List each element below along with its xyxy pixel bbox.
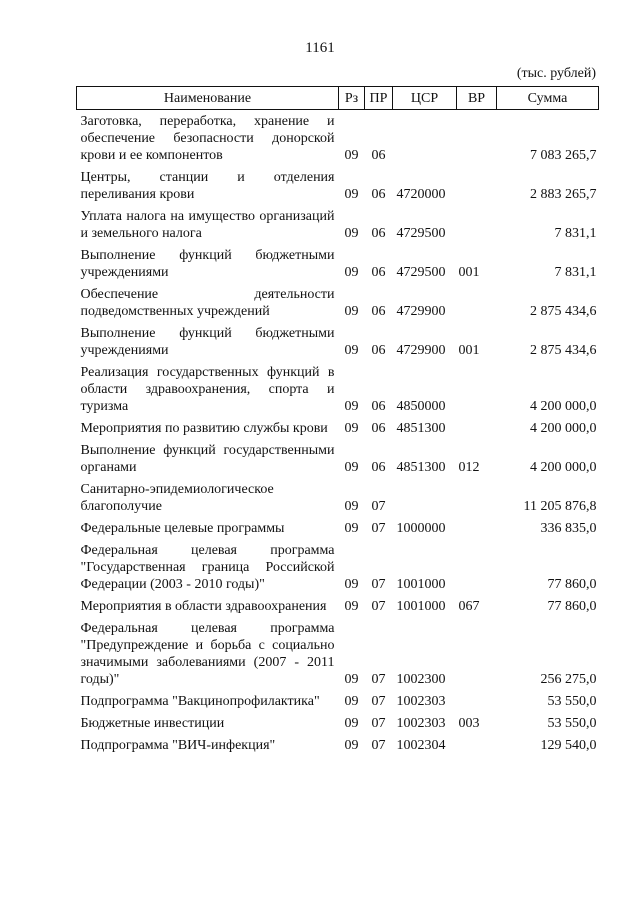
cell-sum: 53 550,0 <box>547 694 597 709</box>
cell-rz: 09 <box>344 599 359 614</box>
cell-rz: 09 <box>344 226 359 241</box>
table-row <box>77 322 599 361</box>
cell-vr: 001 <box>458 265 480 280</box>
cell-vr <box>457 205 497 244</box>
table-row <box>77 478 599 517</box>
cell-name: Выполнение функций бюджетными учреждениями <box>80 326 335 358</box>
table-row <box>77 517 599 539</box>
cell-name: Мероприятия по развитию службы крови <box>80 421 328 436</box>
header-csr: ЦСР <box>393 87 457 110</box>
cell-pr: 06 <box>371 148 386 163</box>
cell-pr: 07 <box>371 499 386 514</box>
cell-rz: 09 <box>344 738 359 753</box>
cell-rz: 09 <box>344 343 359 358</box>
cell-name: Подпрограмма "Вакцинопрофилактика" <box>80 694 320 709</box>
cell-pr: 06 <box>371 399 386 414</box>
cell-name: Центры, станции и отделения переливания крови <box>80 170 335 202</box>
cell-vr <box>457 361 497 417</box>
cell-csr: 1002303 <box>396 716 446 731</box>
cell-sum: 4 200 000,0 <box>530 399 597 414</box>
cell-sum: 336 835,0 <box>540 521 597 536</box>
cell-name: Федеральная целевая программа "Предупреждение и борьба с социально значимыми заболеваниями (2007 - 2011 годы)" <box>80 621 335 687</box>
cell-pr: 07 <box>371 577 386 592</box>
cell-sum: 53 550,0 <box>547 716 597 731</box>
cell-sum: 7 831,1 <box>554 226 597 241</box>
table-row <box>77 690 599 712</box>
cell-vr <box>457 166 497 205</box>
cell-name: Заготовка, переработка, хранение и обеспечение безопасности донорской крови и ее компонентов <box>80 114 335 163</box>
cell-vr <box>457 478 497 517</box>
cell-rz: 09 <box>344 460 359 475</box>
cell-csr: 4850000 <box>396 399 446 414</box>
table-header-row <box>77 87 599 110</box>
cell-sum: 256 275,0 <box>540 672 597 687</box>
cell-sum: 7 831,1 <box>554 265 597 280</box>
cell-name: Выполнение функций бюджетными учреждениями <box>80 248 335 280</box>
table-row <box>77 361 599 417</box>
table-row <box>77 617 599 690</box>
cell-vr: 012 <box>458 460 480 475</box>
cell-csr: 1002304 <box>396 738 446 753</box>
cell-name: Бюджетные инвестиции <box>80 716 225 731</box>
cell-pr: 06 <box>371 460 386 475</box>
cell-pr: 07 <box>371 716 386 731</box>
cell-sum: 11 205 876,8 <box>523 499 597 514</box>
cell-rz: 09 <box>344 521 359 536</box>
cell-vr <box>457 417 497 439</box>
table-row <box>77 283 599 322</box>
cell-sum: 129 540,0 <box>540 738 597 753</box>
cell-rz: 09 <box>344 716 359 731</box>
cell-pr: 06 <box>371 304 386 319</box>
cell-name: Федеральная целевая программа "Государственная граница Российской Федерации (2003 - 2010 годы)" <box>80 543 335 592</box>
table-row <box>77 595 599 617</box>
cell-rz: 09 <box>344 148 359 163</box>
cell-sum: 7 083 265,7 <box>530 148 597 163</box>
cell-csr: 4729900 <box>396 304 446 319</box>
units-label: (тыс. рублей) <box>516 66 596 81</box>
cell-sum: 77 860,0 <box>547 577 597 592</box>
cell-csr: 1001000 <box>396 599 446 614</box>
table-row <box>77 205 599 244</box>
cell-pr: 06 <box>371 421 386 436</box>
header-sum: Сумма <box>497 87 599 110</box>
cell-pr: 06 <box>371 226 386 241</box>
cell-sum: 2 875 434,6 <box>530 343 597 358</box>
cell-pr: 06 <box>371 187 386 202</box>
cell-pr: 07 <box>371 599 386 614</box>
cell-sum: 2 883 265,7 <box>530 187 597 202</box>
cell-csr: 4851300 <box>396 460 446 475</box>
cell-csr: 4851300 <box>396 421 446 436</box>
cell-sum: 2 875 434,6 <box>530 304 597 319</box>
page-number: 1161 <box>305 40 335 56</box>
table-row <box>77 166 599 205</box>
cell-name: Выполнение функций государственными органами <box>80 443 335 475</box>
cell-csr: 1000000 <box>396 521 446 536</box>
cell-pr: 07 <box>371 694 386 709</box>
cell-rz: 09 <box>344 421 359 436</box>
cell-name: Реализация государственных функций в области здравоохранения, спорта и туризма <box>80 365 335 414</box>
cell-csr: 4720000 <box>396 187 446 202</box>
cell-sum: 77 860,0 <box>547 599 597 614</box>
cell-csr: 1002303 <box>396 694 446 709</box>
cell-rz: 09 <box>344 577 359 592</box>
cell-csr <box>393 478 457 517</box>
cell-rz: 09 <box>344 265 359 280</box>
cell-vr <box>457 690 497 712</box>
cell-rz: 09 <box>344 672 359 687</box>
cell-vr <box>457 110 497 167</box>
cell-name: Санитарно-эпидемиологическое благополучие <box>80 482 274 514</box>
header-rz: Рз <box>339 87 365 110</box>
header-pr: ПР <box>365 87 393 110</box>
table-row <box>77 417 599 439</box>
cell-vr <box>457 539 497 595</box>
cell-sum: 4 200 000,0 <box>530 421 597 436</box>
cell-name: Мероприятия в области здравоохранения <box>80 599 327 614</box>
cell-name: Федеральные целевые программы <box>80 521 285 536</box>
cell-csr: 1002300 <box>396 672 446 687</box>
cell-pr: 07 <box>371 672 386 687</box>
cell-vr: 003 <box>458 716 480 731</box>
cell-pr: 07 <box>371 521 386 536</box>
cell-vr <box>457 734 497 756</box>
cell-csr: 4729500 <box>396 265 446 280</box>
table-row <box>77 712 599 734</box>
cell-rz: 09 <box>344 499 359 514</box>
budget-table <box>76 86 599 756</box>
header-vr: ВР <box>457 87 497 110</box>
cell-vr <box>457 617 497 690</box>
cell-csr <box>393 110 457 167</box>
cell-name: Обеспечение деятельности подведомственных учреждений <box>80 287 335 319</box>
table-row <box>77 439 599 478</box>
cell-name: Уплата налога на имущество организаций и земельного налога <box>80 209 335 241</box>
cell-csr: 4729500 <box>396 226 446 241</box>
cell-name: Подпрограмма "ВИЧ-инфекция" <box>80 738 276 753</box>
cell-csr: 1001000 <box>396 577 446 592</box>
cell-sum: 4 200 000,0 <box>530 460 597 475</box>
table-row <box>77 110 599 167</box>
cell-rz: 09 <box>344 187 359 202</box>
cell-vr <box>457 283 497 322</box>
table-row <box>77 539 599 595</box>
cell-vr: 001 <box>458 343 480 358</box>
cell-rz: 09 <box>344 399 359 414</box>
cell-csr: 4729900 <box>396 343 446 358</box>
header-name: Наименование <box>77 87 339 110</box>
cell-vr <box>457 517 497 539</box>
cell-rz: 09 <box>344 694 359 709</box>
cell-rz: 09 <box>344 304 359 319</box>
cell-pr: 06 <box>371 265 386 280</box>
cell-pr: 07 <box>371 738 386 753</box>
cell-vr: 067 <box>458 599 480 614</box>
table-row <box>77 244 599 283</box>
table-row <box>77 734 599 756</box>
cell-pr: 06 <box>371 343 386 358</box>
